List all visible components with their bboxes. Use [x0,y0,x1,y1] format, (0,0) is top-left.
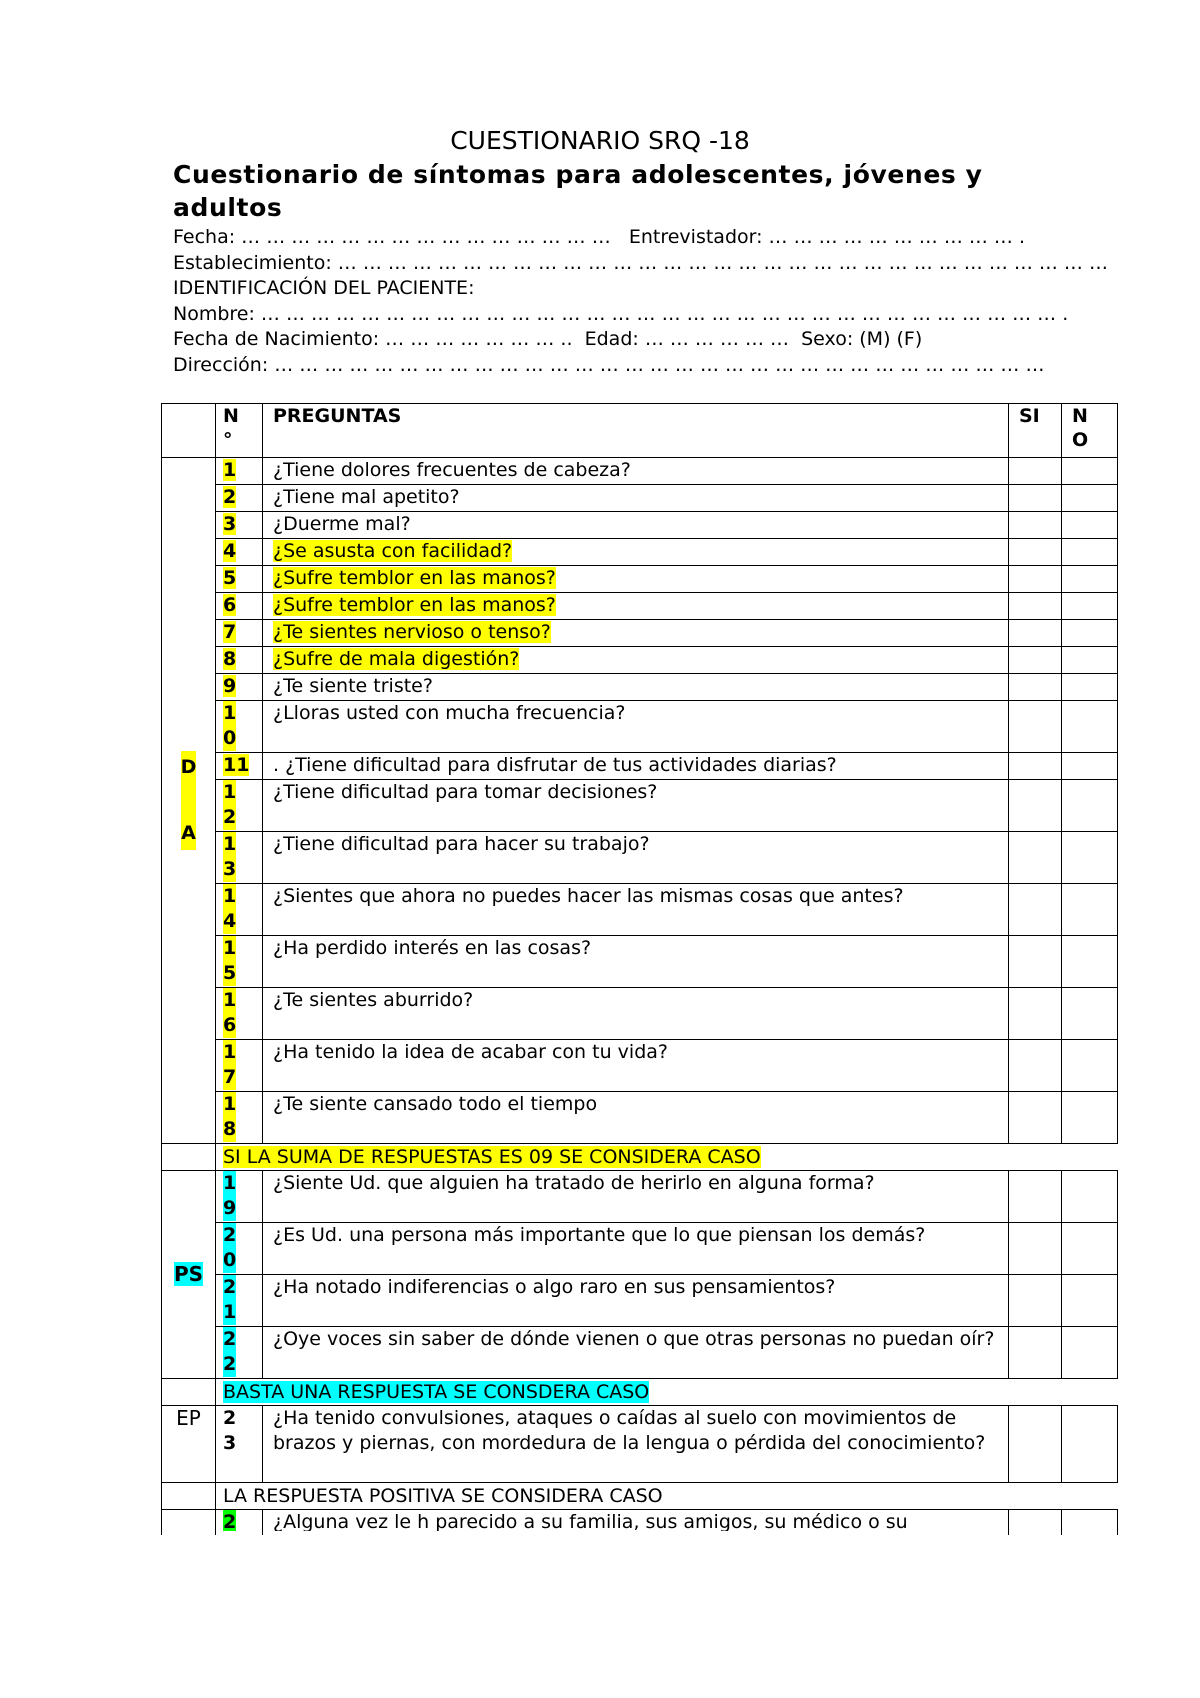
si-answer-cell[interactable] [1009,620,1062,647]
note-ps: BASTA UNA RESPUESTA SE CONSDERA CASO [223,1381,650,1403]
si-answer-cell[interactable] [1009,512,1062,539]
header-no: N O [1062,404,1118,458]
table-row [162,1223,1118,1275]
row-num: 6 [223,594,237,616]
questionnaire-table [161,403,1118,1535]
si-answer-cell[interactable] [1009,1040,1062,1092]
question-text: ¿Te siente triste? [263,674,1009,701]
si-answer-cell[interactable] [1009,832,1062,884]
header-si: SI [1009,404,1062,458]
si-answer-cell[interactable] [1009,1171,1062,1223]
no-answer-cell[interactable] [1062,1171,1118,1223]
si-answer-cell[interactable] [1009,1275,1062,1327]
row-num: 1 [223,459,237,481]
si-answer-cell[interactable] [1009,780,1062,832]
table-row [162,593,1118,620]
question-text: ¿Tiene dificultad para tomar decisiones? [263,780,1009,832]
row-num: 8 [223,648,237,670]
table-row [162,458,1118,485]
table-row [162,753,1118,780]
question-text: ¿Ha notado indiferencias o algo raro en sus pensamientos? [263,1275,1009,1327]
question-text: ¿Ha tenido la idea de acabar con tu vida? [263,1040,1009,1092]
si-answer-cell[interactable] [1009,1223,1062,1275]
question-text: ¿Tiene mal apetito? [263,485,1009,512]
identificacion-heading: IDENTIFICACIÓN DEL PACIENTE: [173,277,475,299]
group-ps-label: PS [173,1262,204,1286]
table-header-row [162,404,1118,458]
row-num: 11 [223,754,250,776]
fecha-field: Fecha: … … … … … … … … … … … … … … … [173,226,611,248]
no-answer-cell[interactable] [1062,539,1118,566]
sexo-field: Sexo: (M) (F) [801,328,923,350]
si-answer-cell[interactable] [1009,1406,1062,1483]
no-answer-cell[interactable] [1062,780,1118,832]
no-answer-cell[interactable] [1062,1223,1118,1275]
row-num: 2 0 [223,1224,237,1271]
question-text: ¿Oye voces sin saber de dónde vienen o que otras personas no puedan oír? [263,1327,1009,1379]
table-row [162,780,1118,832]
no-answer-cell[interactable] [1062,458,1118,485]
table-row [162,1327,1118,1379]
si-answer-cell[interactable] [1009,485,1062,512]
si-answer-cell[interactable] [1009,1092,1062,1144]
row-num: 2 [223,1511,237,1531]
row-num: 1 4 [223,885,237,932]
row-num: 1 8 [223,1093,237,1140]
si-answer-cell[interactable] [1009,884,1062,936]
row-num: 4 [223,540,237,562]
row-num: 7 [223,621,237,643]
table-row [162,1171,1118,1223]
table-row [162,1275,1118,1327]
table-row [162,1040,1118,1092]
no-answer-cell[interactable] [1062,566,1118,593]
question-text: ¿Te sientes nervioso o tenso? [273,621,551,643]
question-text: ¿Siente Ud. que alguien ha tratado de herirlo en alguna forma? [263,1171,1009,1223]
si-answer-cell[interactable] [1009,674,1062,701]
question-text: ¿Te siente cansado todo el tiempo [263,1092,1009,1144]
si-answer-cell[interactable] [1009,753,1062,780]
table-row [162,566,1118,593]
fecha-entrevistador-line [173,225,1025,249]
table-row [162,832,1118,884]
group-ep-cell [162,1406,216,1483]
no-answer-cell[interactable] [1062,485,1118,512]
question-text: ¿Es Ud. una persona más importante que lo que piensan los demás? [263,1223,1009,1275]
si-answer-cell[interactable] [1009,1327,1062,1379]
note-da: SI LA SUMA DE RESPUESTAS ES 09 SE CONSIDERA CASO [223,1146,761,1168]
establecimiento-field: Establecimiento: … … … … … … … … … … … … … … … … … … … … … … … … … … … … … … … [173,252,1108,274]
row-num: 5 [223,567,237,589]
row-num: 2 3 [223,1407,237,1454]
question-text: ¿Sufre temblor en las manos? [273,567,556,589]
note-ep: LA RESPUESTA POSITIVA SE CONSIDERA CASO [223,1485,663,1507]
edad-field: Edad: … … … … … … [584,328,790,350]
question-text: ¿Sufre de mala digestión? [273,648,520,670]
si-answer-cell[interactable] [1009,701,1062,753]
si-answer-cell[interactable] [1009,647,1062,674]
section-note-row [162,1483,1118,1510]
si-answer-cell[interactable] [1009,566,1062,593]
no-answer-cell[interactable] [1062,832,1118,884]
header-num: N ° [216,404,263,458]
entrevistador-field: Entrevistador: … … … … … … … … … … . [628,226,1025,248]
si-answer-cell[interactable] [1009,1510,1062,1536]
si-answer-cell[interactable] [1009,936,1062,988]
table-row [162,539,1118,566]
no-answer-cell[interactable] [1062,512,1118,539]
nacimiento-edad-sexo-line [173,327,922,351]
no-answer-cell[interactable] [1062,647,1118,674]
no-answer-cell[interactable] [1062,936,1118,988]
question-text: ¿Ha tenido convulsiones, ataques o caídas al suelo con movimientos de brazos y piernas, con mordedura de la lengua o pérdida del conocimiento? [263,1406,1009,1483]
section-note-row [162,1144,1118,1171]
question-text: ¿Duerme mal? [263,512,1009,539]
no-answer-cell[interactable] [1062,1510,1118,1536]
section-note-row [162,1379,1118,1406]
row-num: 1 9 [223,1172,237,1219]
fecha-nacimiento-field: Fecha de Nacimiento: … … … … … … … .. [173,328,573,350]
group-da-label: D A [181,751,197,850]
table-row [162,512,1118,539]
document-title: CUESTIONARIO SRQ -18 [450,126,750,155]
direccion-field: Dirección: … … … … … … … … … … … … … … … … … … … … … … … … … … … … … … … [173,354,1045,376]
no-answer-cell[interactable] [1062,988,1118,1040]
no-answer-cell[interactable] [1062,701,1118,753]
header-group-cell [162,404,216,458]
table-row [162,620,1118,647]
table-row [162,936,1118,988]
row-num: 1 2 [223,781,237,828]
no-answer-cell[interactable] [1062,1327,1118,1379]
table-row [162,485,1118,512]
no-answer-cell[interactable] [1062,884,1118,936]
no-answer-cell[interactable] [1062,1092,1118,1144]
table-row [162,884,1118,936]
table-row [162,647,1118,674]
question-text: ¿Lloras usted con mucha frecuencia? [263,701,1009,753]
row-num: 9 [223,675,237,697]
row-num: 1 3 [223,833,237,880]
question-text: ¿Ha perdido interés en las cosas? [263,936,1009,988]
row-num: 1 7 [223,1041,237,1088]
table-row [162,1510,1118,1536]
row-num: 2 2 [223,1328,237,1375]
no-answer-cell[interactable] [1062,620,1118,647]
document-subtitle: Cuestionario de síntomas para adolescentes, jóvenes y adultos [173,160,983,222]
question-text: ¿Sufre temblor en las manos? [273,594,556,616]
no-answer-cell[interactable] [1062,674,1118,701]
nombre-field: Nombre: … … … … … … … … … … … … … … … … … … … … … … … … … … … … … … … … . [173,303,1069,325]
si-answer-cell[interactable] [1009,458,1062,485]
no-answer-cell[interactable] [1062,1406,1118,1483]
question-text: ¿Tiene dolores frecuentes de cabeza? [263,458,1009,485]
table-row [162,674,1118,701]
question-text: ¿Alguna vez le h parecido a su familia, sus amigos, su médico o su [273,1511,908,1531]
row-num: 3 [223,513,237,535]
row-num: 1 6 [223,989,237,1036]
table-row [162,988,1118,1040]
si-answer-cell[interactable] [1009,539,1062,566]
question-text: ¿Sientes que ahora no puedes hacer las mismas cosas que antes? [263,884,1009,936]
no-answer-cell[interactable] [1062,753,1118,780]
row-num: 2 [223,486,237,508]
table-row [162,1092,1118,1144]
header-preguntas: PREGUNTAS [263,404,1009,458]
group-ps-cell [162,1171,216,1379]
row-num: 1 0 [223,702,237,749]
table-row [162,701,1118,753]
group-da-cell [162,458,216,1144]
table-row [162,1406,1118,1483]
no-answer-cell[interactable] [1062,593,1118,620]
group-ep-label: EP [176,1406,201,1430]
question-text: ¿Se asusta con facilidad? [273,540,513,562]
question-text: . ¿Tiene dificultad para disfrutar de tus actividades diarias? [263,753,1009,780]
no-answer-cell[interactable] [1062,1275,1118,1327]
question-text: ¿Te sientes aburrido? [263,988,1009,1040]
no-answer-cell[interactable] [1062,1040,1118,1092]
row-num: 2 1 [223,1276,237,1323]
question-text: ¿Tiene dificultad para hacer su trabajo? [263,832,1009,884]
si-answer-cell[interactable] [1009,593,1062,620]
si-answer-cell[interactable] [1009,988,1062,1040]
row-num: 1 5 [223,937,237,984]
